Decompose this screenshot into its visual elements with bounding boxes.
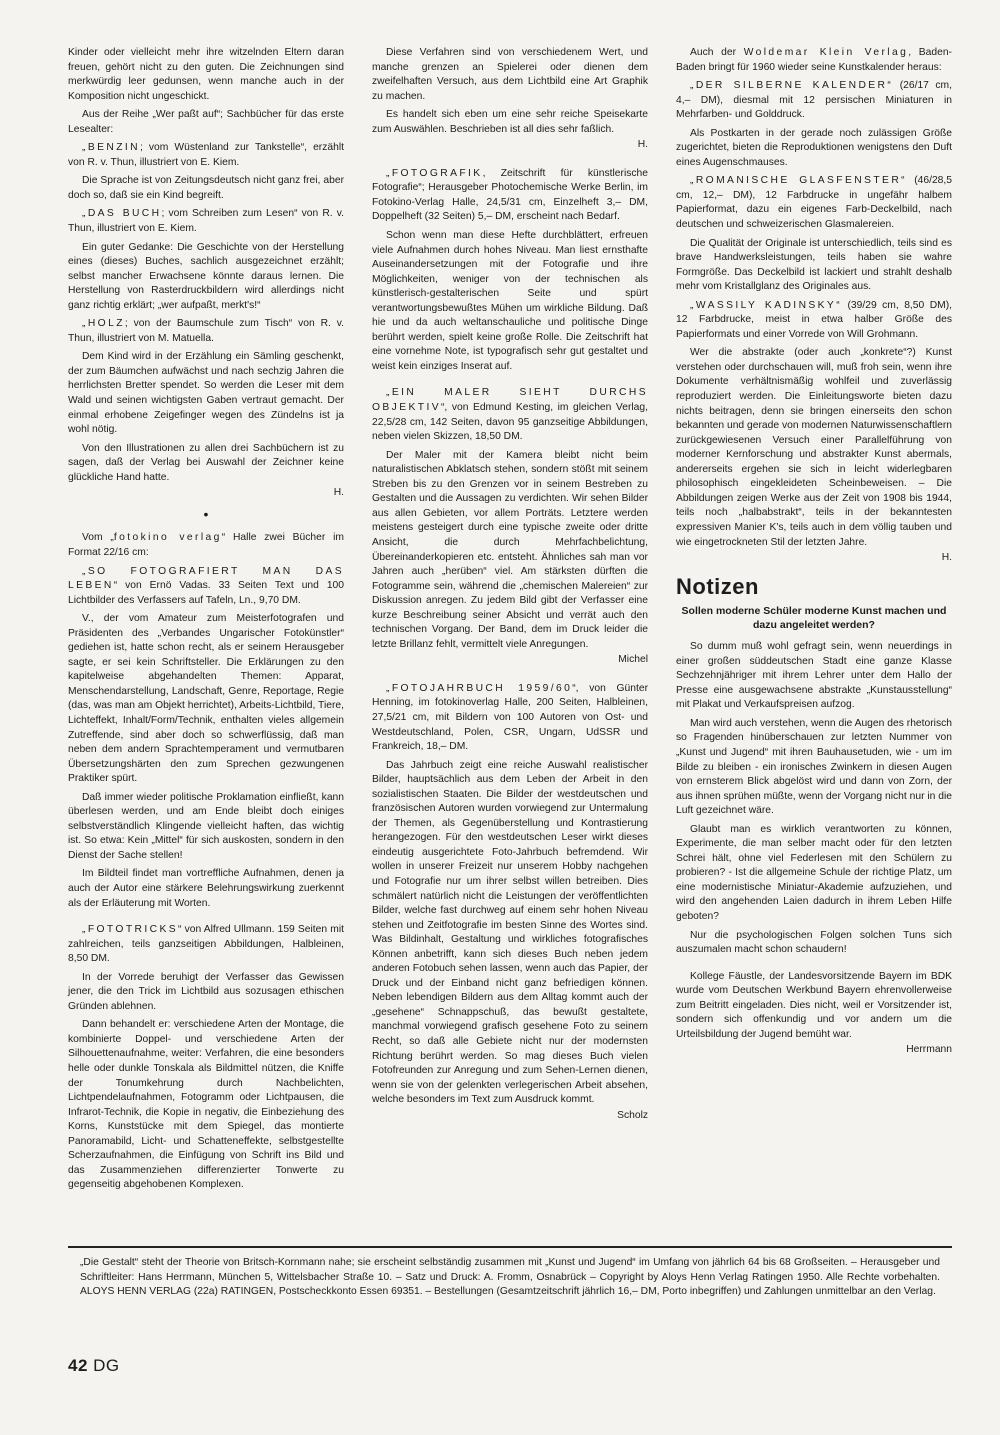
book-title: „DER SILBERNE KALENDER“	[690, 80, 894, 92]
paragraph: Kinder oder vielleicht mehr ihre witzelnden Eltern daran freuen, gehört nicht zu den guten. Die Zeichnungen sind merkwürdig leer gedunsen, wenn manche auch in der Komposition nicht ungeschickt.	[68, 47, 344, 102]
paragraph: Aus der Reihe „Wer paßt auf“; Sachbücher für das erste Lesealter:	[68, 109, 344, 135]
publisher-name: Woldemar Klein Verlag	[743, 47, 909, 58]
signature: H.	[941, 552, 952, 564]
paragraph: Daß immer wieder politische Proklamation einfließt, kann überlesen werden, und am Ende bleibt doch einiges selbstverständlich Klingende vielleicht haften, das wichtig ist. So etwa: Kein „Mittel“ für sich auskosten, sondern in den Dienst der Sache stellen!	[68, 791, 344, 861]
book-title: „WASSILY KADINSKY“	[690, 299, 843, 311]
column-2	[372, 46, 648, 1234]
book-title: „DAS BUCH	[82, 208, 162, 220]
paragraph: Es handelt sich eben um eine sehr reiche Speisekarte zum Auswählen. Beschrieben ist all dies sehr faßlich.	[372, 109, 648, 135]
paragraph: In der Vorrede beruhigt der Verfasser das Gewissen jener, die den Trick im Lichtbild aus sozusagen ethischen Gründen ablehnen.	[68, 971, 344, 1012]
paragraph: Nur die psychologischen Folgen solchen Tuns sich auszumalen macht schon schaudern!	[676, 929, 952, 956]
paragraph: Von den Illustrationen zu allen drei Sachbüchern ist zu sagen, daß der Verlag bei Auswahl der Zeichner keine glückliche Hand hatte.	[68, 442, 344, 483]
page-number-value: 42	[68, 1356, 88, 1375]
book-title: „ROMANISCHE GLASFENSTER“	[690, 175, 907, 187]
paragraph: Dann behandelt er: verschiedene Arten der Montage, die kombinierte Doppel- und verschiedene Arten der Silhouettenaufnahme, weiter: Verfahren, die eine besonders helle oder dunkle Tonskala als Bildmittel nützen, die Kniffe der Tonumkehrung durch Nachbelichten, Lichtpendelaufnahmen, Fotogramm oder Lichtpausen, die Infrarot-Technik, die Kopie in negativ, die Einbeziehung des Korns, Kunststücke mit dem Spiegel, das montierte Panoramabild, Licht- und Schatteneffekte, selbstgestellte Scherzaufnahmen, die Einfügung von Schrift ins Bild und das Zusammenziehen differenzierter Tonwerte zu gegenseitig abgehobenen Komplexen.	[68, 1019, 344, 1191]
column-1	[68, 46, 344, 1234]
page-number	[68, 1356, 120, 1376]
separator-bullet: •	[203, 505, 209, 522]
book-entry: „FOTOTRICKS“ von Alfred Ullmann. 159 Seiten mit zahlreichen, teils ganzseitigen Abbildungen, Halbleinen, 8,50 DM.	[68, 924, 344, 965]
paragraph: Das Jahrbuch zeigt eine reiche Auswahl realistischer Bilder, hauptsächlich aus dem Leben der Arbeit in den sozialistischen Staaten. Die Bilder der westdeutschen und französischen Autoren wurden vorwiegend zur Untermalung der Themen, als Gegenüberstellung und Kontrastierung herangezogen. Für den westdeutschen Leser wirkt dieses eindeutig ausgerichtete Foto-Jahrbuch befremdend. Wir wollen in unserer Freizeit nur unserem Hobby nachgehen und Fotografie nur um ihrer selbst willen betreiben. Dies schmälert natürlich nicht die Leistungen der veröffentlichten Bilder, welche fast durchweg auf einem sehr hohen Niveau stehen und Zeitfotografie im besten Sinne des Wortes sind. Was Bildinhalt, Gestaltung und wirkliches fotografisches Können anbetrifft, kann sich dieses Buch neben jedem anderen Fotobuch sehen lassen, wenn auch das Papier, der Druck und der Einband nicht ganz befriedigen können. Neben lebendigen Bildern aus dem Alltag kommt auch der „gesehene“ Schnappschuß, das bewußt gestaltete, manchmal vorwiegend grafisch gesehene Foto zu seinem Recht, so daß alle Gebiete nicht nur der modernsten Richtung berührt werden. So mag dieses Buch vielen Fotofreunden zur Anregung und zum Sehen-Lernen dienen, wenn sie von der gelenkten verlegerischen Arbeit absehen, welche besonders im Text zum Ausdruck kommt.	[372, 759, 648, 1106]
book-entry: „DAS BUCH; vom Schreiben zum Lesen“ von R. v. Thun, illustriert von E. Kiem.	[68, 208, 344, 235]
paragraph: Glaubt man es wirklich verantworten zu können, Experimente, die man selber macht oder für den letzten Schrei hält, ohne viel Federlesen mit den Schülern zu probieren? - Ist die allgemeine Schule der richtige Platz, um eine modernistische Miniatur-Akademie aufzuziehen, und wird den angehenden Laien dadurch in ihrem Leben Hilfe geboten?	[676, 823, 952, 922]
footer-rule	[68, 1246, 952, 1248]
book-entry: „BENZIN; vom Wüstenland zur Tankstelle“, erzählt von R. v. Thun, illustriert von E. Kiem.	[68, 142, 344, 168]
book-title: „FOTOTRICKS	[82, 924, 178, 936]
book-entry: „WASSILY KADINSKY“ (39/29 cm, 8,50 DM), 12 Farbdrucke, meist in etwa halber Größe des Papierformats und einer Vorrede von Will Grohmann.	[676, 299, 953, 340]
signature: Scholz	[617, 1109, 648, 1121]
paragraph: Man wird auch verstehen, wenn die Augen des rhetorisch so Fragenden hinüberschauen zur letzten Nummer von „Kunst und Jugend“ mit ihren Bauhausetuden, wie - um im Bilde zu bleiben - ein ironisches Zwinkern in diesen Augen von ernsterem Blick abgelöst wird und dann von Zorn, der aus ihnen sprühen müßte, wenn der Vorgang nicht nur in die Luft gezeichnet wäre.	[676, 717, 952, 817]
book-entry: „FOTOGRAFIK, Zeitschrift für künstlerische Fotografie“; Herausgeber Photochemische Werke Berlin, im Fotokino-Verlag Halle, 24,5/31 cm, Einzelheft 3,– DM, Doppelheft (32 Seiten) 5,– DM, erscheint nach Bedarf.	[372, 167, 648, 223]
section-heading: Notizen	[676, 573, 759, 599]
signature: H.	[637, 139, 648, 151]
imprint-footer: „Die Gestalt“ steht der Theorie von Britsch-Kornmann nahe; sie erscheint selbständig zusammen mit „Kunst und Jugend“ im Umfang von jährlich 64 bis 68 Großseiten. – Herausgeber und Schriftleiter: Hans Herrmann, München 5, Wittelsbacher Straße 10. – Satz und Druck: A. Fromm, Osnabrück – Copyright by Aloys Henn Verlag Ratingen 1950. Alle Rechte vorbehalten. ALOYS HENN VERLAG (22a) RATINGEN, Postscheckkonto Essen 69351. – Bestellungen (Gesamtzeitschrift jährlich 16,– DM, Porto inbegriffen) und Zahlungen unmittelbar an den Verlag.	[80, 1257, 940, 1298]
book-title: „FOTOGRAFIK	[386, 167, 483, 179]
column-3	[676, 46, 952, 1234]
paragraph: Der Maler mit der Kamera bleibt nicht beim naturalistischen Abklatsch stehen, sondern stößt mit seinem Streben bis zu den Grenzen vor in seinem Bestreben zu Gestalten und die Aussagen zu verdichten. Wir sehen Bilder aus allen Gebieten, vor allem Porträts. Letztere werden meistens gesteigert durch eine typische zweite oder dritte Ansicht, die durch Mehrfachbelichtung, Übereinanderkopieren etc. entsteht. Ähnliches sah man vor Jahren auch „herüben“ viel. Am stärksten dürften die Fotogramme sein, während die „chemischen Malereien“ zur Diskussion anregen. Zu jedem Bild gibt der Verfasser eine kurze Beschreibung seiner Absicht und verrät auch den technischen Vorgang. Der Band, dem im Druck leider die letzte Brillanz fehlt, vermittelt viele Anregungen.	[372, 449, 648, 650]
journal-abbreviation: DG	[93, 1356, 120, 1375]
book-entry: „DER SILBERNE KALENDER“ (26/17 cm, 4,– DM), diesmal mit 12 persischen Miniaturen in Mehrfarben- und Golddruck.	[676, 80, 952, 121]
paragraph: So dumm muß wohl gefragt sein, wenn neuerdings in einer großen süddeutschen Stadt eine ganze Klasse Sechzehnjähriger mit ihrem Lehrer unter dem Hallo der Presse eine ausgewachsene abstrakte „Kunstausstellung“ mit Plakat und Verkaufspreisen aufzog.	[676, 641, 952, 711]
paragraph: Diese Verfahren sind von verschiedenem Wert, und manche grenzen an Spielerei oder dienen dem zweifelhaften Versuch, aus dem Lichtbild eine Art Graphik zu machen.	[372, 47, 648, 102]
publisher-intro: Vom „fotokino verlag“ Halle zwei Bücher im Format 22/16 cm:	[68, 532, 344, 558]
signature: Herrmann	[906, 1044, 952, 1056]
book-title: „EIN MALER SIEHT DURCHS OBJEKTIV	[372, 387, 648, 414]
paragraph: Kollege Fäustle, der Landesvorsitzende Bayern im BDK wurde vom Deutschen Werkbund Bayern ehrenvollerweise zum Beitritt eingeladen. Dies nicht, weil er Vorsitzender ist, sondern sich offenkundig und vor andern um die Urteilsbildung der Jugend bemüht war.	[676, 970, 952, 1040]
paragraph: Schon wenn man diese Hefte durchblättert, erfreuen viele Aufnahmen durch hohes Niveau. Man liest ernsthafte Auseinandersetzungen mit der Fotografie und ihre Möglichkeiten, weniger von der technischen als künstlerisch-gestalterischen Seite und spürt verantwortungsbewußtes Mühen um wirkliche Bildung. Daß hie und da auch weltanschauliche und politische Dinge berührt werden, spielt keine große Rolle. Die Zeitschrift hat eine vornehme Note, ist typografisch sehr gut gestaltet und weist kein einziges Inserat auf.	[372, 230, 648, 372]
book-entry: „SO FOTOGRAFIERT MAN DAS LEBEN“ von Ernö Vadas. 33 Seiten Text und 100 Lichtbilder des Verfassers auf Tafeln, Ln., 9,70 DM.	[68, 565, 344, 606]
book-entry: „FOTOJAHRBUCH 1959/60“, von Günter Henning, im fotokinoverlag Halle, 200 Seiten, Halbleinen, 27,5/21 cm, mit Bildern von 100 Autoren von Ost- und Westdeutschland, Polen, CSR, Ungarn, UdSSR und Frankreich, 18,– DM.	[372, 682, 649, 753]
book-entry: „HOLZ; von der Baumschule zum Tisch“ von R. v. Thun, illustriert von M. Matuella.	[68, 318, 344, 344]
book-entry: „EIN MALER SIEHT DURCHS OBJEKTIV“, von Edmund Kesting, im gleichen Verlag, 22,5/28 cm, 142 Seiten, davon 95 ganzseitige Abbildungen, neben vielen Skizzen, 18,50 DM.	[372, 387, 648, 443]
book-entry: „ROMANISCHE GLASFENSTER“ (46/28,5 cm, 12,– DM), 12 Farbdrucke in ungefähr halbem Papierformat, dazu ein eigenes Farb-Deckelbild, nach deutschen und schweizerischen Glasmalereien.	[676, 175, 952, 231]
article-columns	[68, 46, 952, 1234]
paragraph: Die Sprache ist von Zeitungsdeutsch nicht ganz frei, aber doch so, daß sie ein Kind begreift.	[68, 175, 344, 201]
publisher-name: fotokino verlag	[113, 532, 222, 544]
signature: H.	[333, 487, 344, 499]
paragraph: Dem Kind wird in der Erzählung ein Sämling geschenkt, der zum Bäumchen aufwächst und nach sechzig Jahren die herrlichsten Bretter spendet. So werden die Leser mit dem Wald und seinen wichtigsten Gaben vertraut gemacht. Der einmal erhobene Zeigefinger wegen des Zündelns ist ja wohl nötig.	[68, 351, 344, 436]
paragraph: Im Bildteil findet man vortreffliche Aufnahmen, denen ja auch der Autor eine stärkere Belehrungswirkung zuerkennt als der Erläuterung mit Worten.	[68, 868, 344, 909]
book-title: „HOLZ	[82, 318, 125, 330]
paragraph: Wer die abstrakte (oder auch „konkrete“?) Kunst verstehen oder durchschauen will, muß froh sein, wenn ihre Dokumente verhältnismäßig wohlfeil und zuverlässig reproduziert werden. Die Einleitungsworte bieten dazu nichts beitragen, denn sie bringen einerseits den schon bekannten und gerade von modernen Naturwissenschaftlern zurückgewiesenen Versuch einer Parallelführung von moderner Kernforschung und abstrakter Kunst abermals, andererseits ergehen sie sich in leicht widerlegbaren philosophisch eingekleideten Scheinbeweisen. – Die Abbildungen zeigen Werke aus der Zeit von 1908 bis 1944, teils noch „halbabstrakt“, teils in der bekanntesten expressiven Manier K's, teils auch in dem völlig tauben und wie eingetrockneten Stil der letzten Jahre.	[676, 347, 952, 548]
paragraph: Ein guter Gedanke: Die Geschichte von der Herstellung eines (dieses) Buches, sachlich ausgezeichnet erzählt; selbst mancher Erwachsene könnte daraus lernen. Die Herstellung von Rasterdruckbildern wird allerdings nicht ganz richtig erklärt; „wer aufpaßt, merkt's!“	[68, 241, 344, 311]
page	[68, 46, 952, 1300]
publisher-intro: Auch der Woldemar Klein Verlag, Baden-Baden bringt für 1960 wieder seine Kunstkalender heraus:	[676, 47, 952, 73]
signature: Michel	[618, 654, 648, 666]
paragraph: Als Postkarten in der gerade noch zulässigen Größe zugerichtet, bieten die Reproduktionen wenigstens den Duft eines Augenschmauses.	[676, 127, 952, 168]
book-title: „BENZIN	[82, 142, 140, 154]
book-title: „FOTOJAHRBUCH 1959/60	[386, 682, 573, 694]
paragraph: Die Qualität der Originale ist unterschiedlich, teils sind es brave Handwerksleistungen, teils haben sie wahre Formgröße. Das Deckelbild ist lackiert und strahlt deshalb mehr vom Kristallglanz des Originales aus.	[676, 237, 952, 293]
question-heading: Sollen moderne Schüler moderne Kunst machen und dazu angeleitet werden?	[681, 605, 947, 632]
paragraph: V., der vom Amateur zum Meisterfotografen und Präsidenten des „Verbandes Ungarischer Fotokünstler“ gediehen ist, hatte schon recht, als er seinem Herausgeber sagte, er sei kein Schriftsteller. Die Erklärungen zu den kapitelweise abgehandelten Themen: Apparat, Menschendarstellung, Landschaft, Genre, Reportage, Regie (das, was man am Objekt herrichtet), Arbeits-Lichtbild, Tiere, Lichteffekt, Inhalt/Form/Technik, enthalten vieles allgemein Zutreffende, sind aber doch so schwerflüssig, daß man neben dem andern Sprachtemperament und vermutbaren Übersetzungshärten den zum Sprechen gezwungenen Praktiker spürt.	[68, 613, 344, 785]
book-title: „SO FOTOGRAFIERT MAN DAS LEBEN	[68, 565, 344, 592]
